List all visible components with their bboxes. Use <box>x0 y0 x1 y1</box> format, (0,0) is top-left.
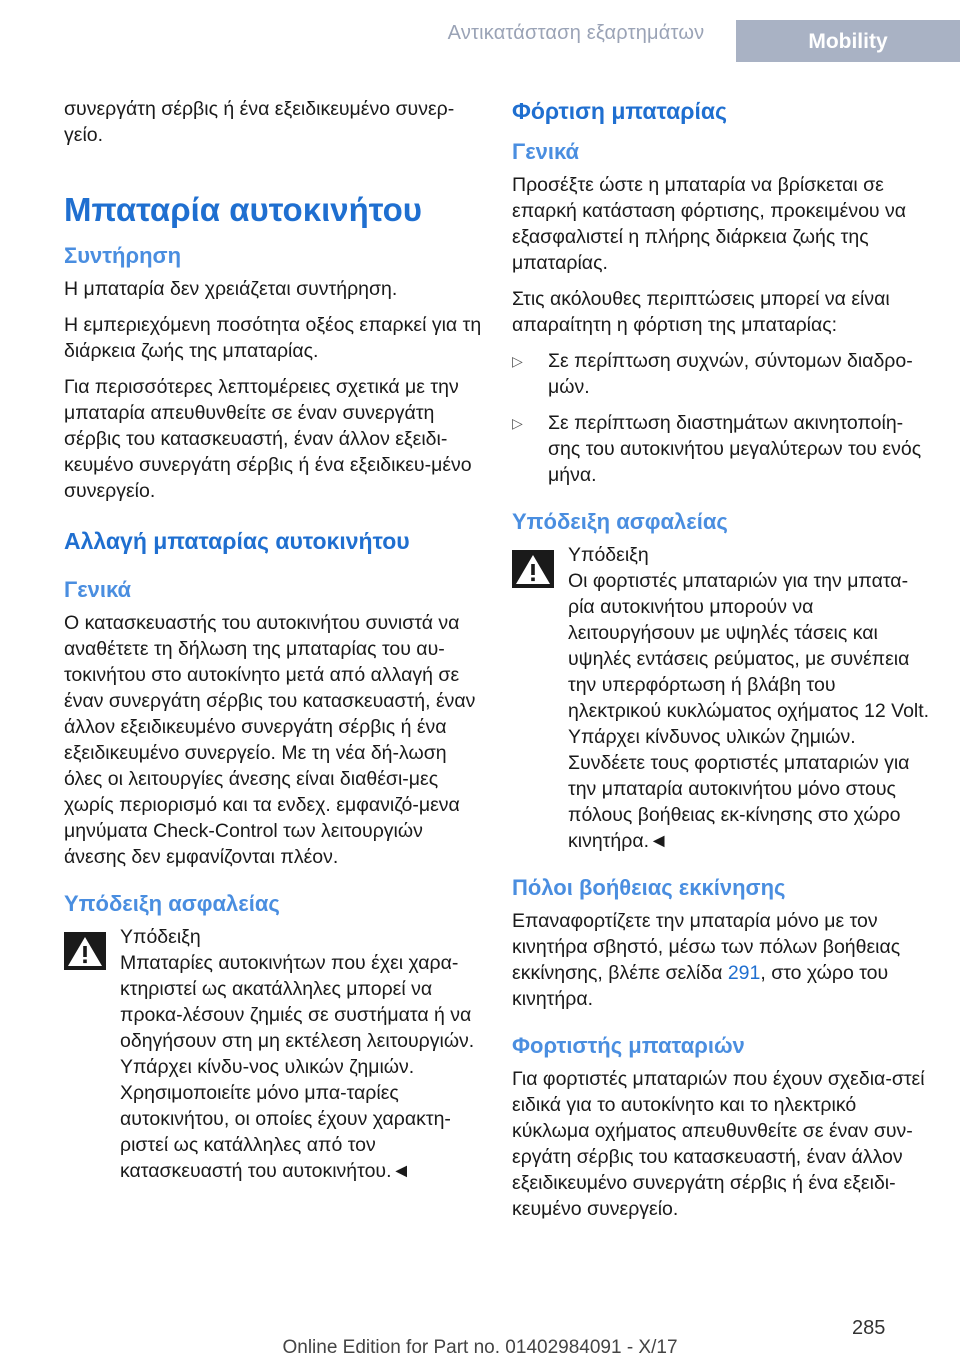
maintenance-heading: Συντήρηση <box>64 243 182 268</box>
intro-text: συνεργάτη σέρβις ή ένα εξειδικευμένο συνερ‐γείο. <box>64 98 455 146</box>
general-heading: Γενικά <box>64 577 132 602</box>
maintenance-text-2: Η εμπεριεχόμενη ποσότητα οξέος επαρκεί για τη διάρκεια ζωής της μπαταρίας. <box>64 314 482 362</box>
jump-start-text-after: , στο χώρο του κινητήρα. <box>512 962 889 1010</box>
safety-note <box>64 924 482 1184</box>
section-title: Αντικατάσταση εξαρτημάτων <box>447 22 705 44</box>
charging-list <box>512 348 930 488</box>
warning-triangle-icon <box>64 932 106 970</box>
battery-change-heading: Αλλαγή μπαταρίας αυτοκινήτου <box>64 528 410 554</box>
charging-text-2: Στις ακόλουθες περιπτώσεις μπορεί να είναι απαραίτητη η φόρτιση της μπαταρίας: <box>512 288 890 336</box>
charging-safety-note-text: Οι φορτιστές μπαταριών για την μπατα‐ρία αυτοκινήτου μπορούν να λειτουργήσουν με υψηλές τάσεις και υψηλές εντάσεις ρεύματος, με συνέπεια την υπερφόρτωση ή βλάβη του ηλεκτρικού κυκλώματος οχήματος 12 Volt. Υπάρχει κίνδυνος υλικών ζημιών. Συνδέετε τους φορτιστές μπαταριών για την μπαταρία αυτοκινήτου μόνο στους πόλους βοήθειας εκ‐κίνησης στο χώρο κινητήρα.◄ <box>568 570 930 852</box>
list-item: ▷ Σε περίπτωση συχνών, σύντομων διαδρο‐μών. <box>512 348 930 400</box>
safety-note-text: Μπαταρίες αυτοκινήτων που έχει χαρα‐κτηριστεί ως ακατάλληλες μπορεί να προκα‐λέσουν ζημιές σε συστήματα ή να οδηγήσουν στη μη εκτέλεση λειτουργιών. Υπάρχει κίνδυ‐νος υλικών ζημιών. Χρησιμοποιείτε μόνο μπα‐ταρίες αυτοκινήτου, οι οποίες έχουν χαρακτη‐ριστεί ως κατάλληλες από τον κατασκευαστή του αυτοκινήτου.◄ <box>120 952 475 1182</box>
jump-start-text <box>512 908 930 1012</box>
battery-charger-heading: Φορτιστής μπαταριών <box>512 1033 745 1058</box>
charging-safety-note-title: Υπόδειξη <box>568 544 649 566</box>
general-text: Ο κατασκευαστής του αυτοκινήτου συνιστά να αναθέτετε τη δήλωση της μπαταρίας του αυ‐τοκινήτου στο αυτοκίνητο μετά από αλλαγή σε έναν συνεργάτη σέρβις του κατασκευαστή, έναν άλλον εξειδικευμένο συνεργάτη σέρβις ή ένα εξειδικευμένο συνεργείο. Με τη νέα δή‐λωση όλες οι λειτουργίες άνεσης είναι διαθέσι‐μες χωρίς περιορισμό και τα ενδεχ. εμφανιζό‐μενα μηνύματα Check-Control των λειτουργιών άνεσης δεν εμφανίζονται πλέον. <box>64 612 476 868</box>
left-column <box>64 96 482 1194</box>
chapter-tab[interactable]: Mobility <box>736 20 960 62</box>
maintenance-text-3: Για περισσότερες λεπτομέρειες σχετικά με την μπαταρία απευθυνθείτε σε έναν συνεργάτη σέρβις του κατασκευαστή, έναν άλλον εξειδι‐κευμένο συνεργάτη σέρβις ή ένα εξειδικευ‐μένο συνεργείο. <box>64 376 472 502</box>
jump-start-heading: Πόλοι βοήθειας εκκίνησης <box>512 875 786 900</box>
list-item: ▷ Σε περίπτωση διαστημάτων ακινητοποίη‐σης του αυτοκινήτου μεγαλύτερων του ενός μήνα. <box>512 410 930 488</box>
charging-text-1: Προσέξτε ώστε η μπαταρία να βρίσκεται σε επαρκή κατάσταση φόρτισης, προκειμένου να εξασφαλιστεί η πλήρης διάρκεια ζωής της μπαταρίας. <box>512 174 907 274</box>
page-link[interactable]: 291 <box>727 962 761 984</box>
charging-safety-note <box>512 542 930 854</box>
edition-footer: Online Edition for Part no. 01402984091 - X/17 <box>282 1337 678 1358</box>
charging-general-heading: Γενικά <box>512 139 580 164</box>
page-header <box>0 0 960 62</box>
battery-charging-heading: Φόρτιση μπαταρίας <box>512 98 728 124</box>
battery-heading: Μπαταρία αυτοκινήτου <box>64 191 422 228</box>
warning-triangle-icon <box>512 550 554 588</box>
page-number: 285 <box>852 1317 886 1339</box>
jump-start-text-before: Επαναφορτίζετε την μπαταρία μόνο με τον κινητήρα σβηστό, μέσω των πόλων βοήθειας εκκίνησης, βλέπε σελίδα <box>512 910 901 984</box>
safety-note-title: Υπόδειξη <box>120 926 201 948</box>
right-column <box>512 96 930 1232</box>
safety-heading: Υπόδειξη ασφαλείας <box>64 891 280 916</box>
maintenance-text-1: Η μπαταρία δεν χρειάζεται συντήρηση. <box>64 278 398 300</box>
battery-charger-text: Για φορτιστές μπαταριών που έχουν σχεδια‐στεί ειδικά για το αυτοκίνητο και το ηλεκτρικό κύκλωμα οχήματος απευθυνθείτε σε έναν συν‐εργάτη σέρβις του κατασκευαστή, έναν άλλον εξειδικευμένο συνεργάτη σέρβις ή ένα εξειδι‐κευμένο συνεργείο. <box>512 1068 925 1220</box>
charging-safety-heading: Υπόδειξη ασφαλείας <box>512 509 728 534</box>
